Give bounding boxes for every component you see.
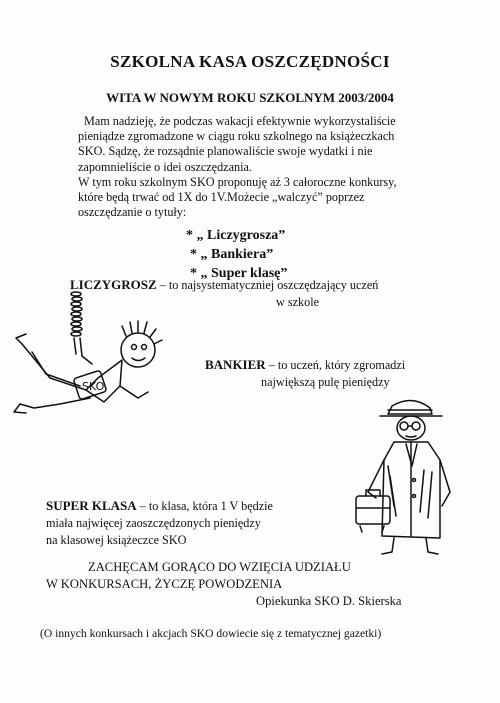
intro-line: zapomnieliście o idei oszczędzania. — [78, 159, 252, 174]
term-super-klasa: SUPER KLASA — [46, 498, 137, 513]
closing-line: W KONKURSACH, ŻYCZĘ POWODZENIA — [46, 577, 283, 591]
intro-line: pieniądze zgromadzone w ciągu roku szkolnego na książeczkach — [78, 129, 395, 144]
term-liczygrosz: LICZYGROSZ — [70, 277, 157, 292]
definition-text: największą pulę pieniędzy — [261, 375, 390, 389]
definition-bankier — [205, 356, 445, 391]
intro-text — [78, 114, 438, 220]
definition-text: w szkole — [276, 295, 319, 309]
intro-line: SKO. Sądzę, że rozsądnie planowaliście swoje wydatki i nie — [78, 144, 373, 159]
definition-text: – to uczeń, który zgromadzi — [265, 358, 406, 372]
definition-text: na klasowej książeczce SKO — [46, 533, 187, 547]
titles-list — [186, 226, 287, 283]
term-bankier: BANKIER — [205, 357, 266, 372]
title-item-bankier: * „ Bankiera” — [190, 247, 274, 262]
coin-stack-icon — [71, 292, 82, 336]
contest-line: W tym roku szkolnym SKO proponuję aż 3 całoroczne konkursy, — [78, 174, 397, 189]
banker-illustration — [354, 396, 454, 556]
contest-line: które będą trwać od 1X do 1V.Możecie „walczyć” poprzez — [78, 190, 365, 205]
falling-boy-illustration — [10, 286, 170, 416]
signature: Opiekunka SKO D. Skierska — [256, 594, 402, 608]
document-title: SZKOLNA KASA OSZCZĘDNOŚCI — [110, 52, 390, 71]
definition-text: – to klasa, która 1 V będzie — [136, 499, 273, 513]
title-item-liczygrosz: * „ Liczygrosza” — [186, 228, 286, 243]
definition-super-klasa — [46, 497, 346, 549]
hat-icon — [388, 400, 432, 414]
briefcase-icon — [356, 490, 390, 532]
intro-line: Mam nadzieję, że podczas wakacji efektywnie wykorzystaliście — [84, 114, 396, 128]
closing-text — [46, 559, 466, 610]
document-subtitle: WITA W NOWYM ROKU SZKOLNYM 2003/2004 — [106, 90, 394, 105]
footer-note: (O innych konkursach i akcjach SKO dowiecie się z tematycznej gazetki) — [40, 627, 382, 640]
closing-line: ZACHĘCAM GORĄCO DO WZIĘCIA UDZIAŁU — [88, 560, 351, 574]
contest-line: oszczędzanie o tytuły: — [78, 205, 187, 220]
definition-text: – to najsystematyczniej oszczędzający uczeń — [156, 278, 379, 292]
title-item-super-klasa: * „ Super klasę” — [190, 266, 288, 281]
definition-text: miała najwięcej zaoszczędzonych pieniędzy — [46, 516, 261, 530]
svg-text:SKO: SKO — [82, 380, 105, 393]
